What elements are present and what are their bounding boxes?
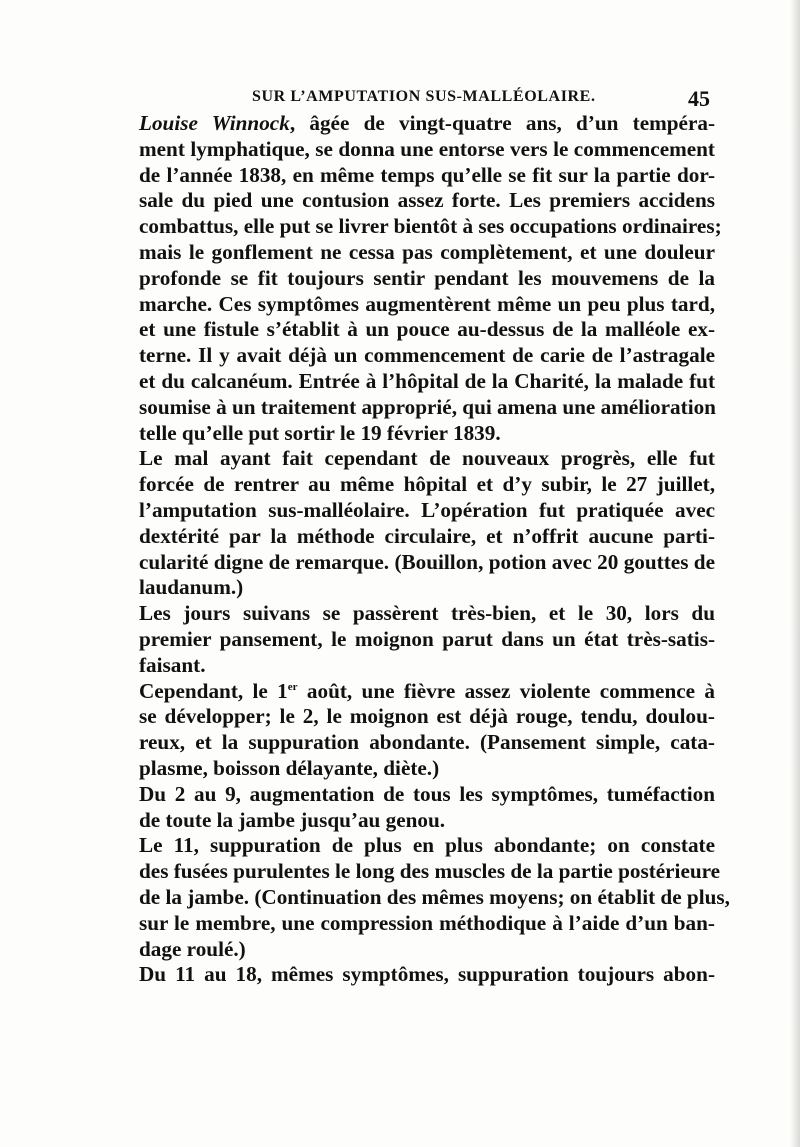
text-line: Louise Winnock, âgée de vingt-quatre ans, d’un tempéra- (139, 111, 715, 135)
text-line: et une fistule s’établit à un pouce au-dessus de la malléole ex- (139, 317, 715, 342)
text-line: Du 11 au 18, mêmes symptômes, suppuration toujours abon- (139, 962, 715, 987)
text-line: profonde se fit toujours sentir pendant les mouvemens de la (139, 265, 715, 290)
text-line: Le 11, suppuration de plus en plus abondante; on constate (139, 833, 715, 858)
text-line: plasme, boisson délayante, diète.) (139, 755, 440, 780)
text-line: Les jours suivans se passèrent très-bien, et le 30, lors du (139, 601, 715, 626)
text-line: forcée de rentrer au même hôpital et d’y subir, le 27 juillet, (139, 472, 715, 497)
text-line: et du calcanéum. Entrée à l’hôpital de la Charité, la malade fut (139, 368, 715, 393)
text-line: laudanum.) (139, 575, 244, 600)
page-number: 45 (688, 86, 710, 111)
text-line: sur le membre, une compression méthodique à l’aide d’un ban- (139, 910, 715, 935)
page-edge-shadow (790, 0, 800, 1147)
text-line: terne. Il y avait déjà un commencement de carie de l’astragale (139, 343, 715, 368)
text-line: se développer; le 2, le moignon est déjà rouge, tendu, doulou- (139, 704, 715, 729)
running-title: SUR L’AMPUTATION SUS-MALLÉOLAIRE. (252, 88, 596, 105)
paragraph (139, 782, 715, 834)
text-line: Le mal ayant fait cependant de nouveaux progrès, elle fut (139, 446, 715, 471)
text-line: de toute la jambe jusqu’au genou. (139, 807, 446, 832)
text-line: telle qu’elle put sortir le 19 février 1839. (139, 420, 501, 445)
text-line: Du 2 au 9, augmentation de tous les symptômes, tuméfaction (139, 781, 715, 806)
text-line: combattus, elle put se livrer bientôt à ses occupations ordinaires; (139, 214, 722, 239)
text-line: de l’année 1838, en même temps qu’elle se fit sur la partie dor- (139, 162, 715, 187)
paragraph (139, 679, 715, 782)
text-line: dage roulé.) (139, 936, 246, 961)
text-line: ment lymphatique, se donna une entorse vers le commencement (139, 136, 715, 161)
text-line: sale du pied une contusion assez forte. Les premiers accidens (139, 188, 715, 213)
page-header (140, 86, 712, 112)
superscript: er (287, 680, 298, 693)
text-line: dextérité par la méthode circulaire, et n’offrit aucune parti- (139, 523, 715, 548)
paragraph (139, 833, 730, 962)
patient-name: Louise Winnock (139, 111, 290, 135)
paragraph (139, 111, 722, 446)
text-line: l’amputation sus-malléolaire. L’opération fut pratiquée avec (139, 497, 715, 522)
text-line: Cependant, le 1er août, une fièvre assez violente commence à (139, 678, 715, 703)
text-line: des fusées purulentes le long des muscles de la partie postérieure (139, 859, 721, 884)
text-line: mais le gonflement ne cessa pas complètement, et une douleur (139, 239, 715, 264)
paragraph (139, 962, 715, 988)
text-line: de la jambe. (Continuation des mêmes moyens; on établit de plus, (139, 884, 730, 909)
body-text (139, 111, 730, 988)
paragraph (139, 446, 715, 601)
text-line: premier pansement, le moignon parut dans un état très-satis- (139, 626, 715, 651)
text-line: cularité digne de remarque. (Bouillon, potion avec 20 gouttes de (139, 549, 715, 574)
text-line: soumise à un traitement approprié, qui amena une amélioration (139, 394, 716, 419)
text-line: marche. Ces symptômes augmentèrent même un peu plus tard, (139, 291, 715, 316)
paragraph (139, 601, 715, 678)
text-line: reux, et la suppuration abondante. (Pansement simple, cata- (139, 730, 715, 755)
text-line: faisant. (139, 652, 206, 677)
